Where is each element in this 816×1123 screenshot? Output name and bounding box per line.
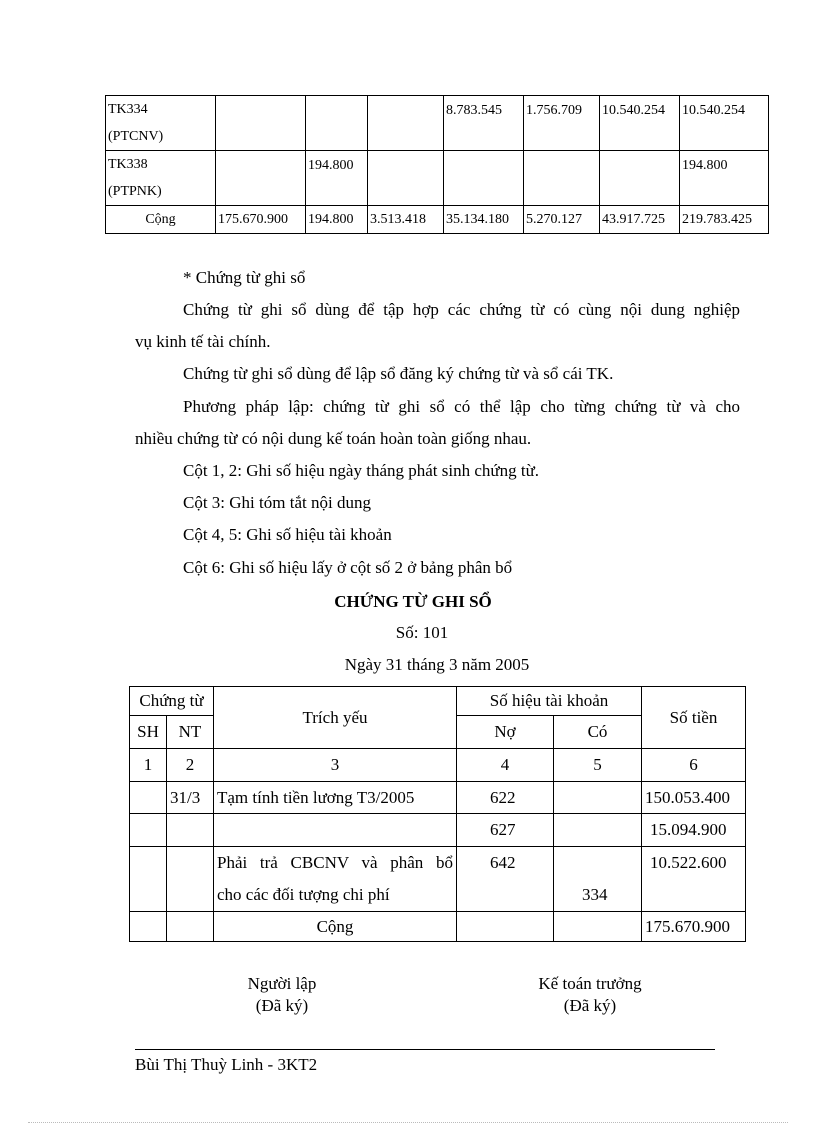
row-label	[106, 151, 216, 206]
no-header: Nợ	[457, 716, 554, 749]
sh-cell	[130, 814, 167, 847]
table-row	[106, 151, 769, 206]
col-number: 1	[130, 749, 167, 782]
account-code: TK338	[108, 157, 148, 172]
header-row	[130, 687, 746, 716]
table-cell: 3.513.418	[368, 206, 444, 234]
preparer-note: (Đã ký)	[255, 996, 309, 1015]
amount-cell: 15.094.900	[642, 814, 746, 847]
row-label	[106, 96, 216, 151]
table-cell	[600, 151, 680, 206]
paragraph-line: Chứng từ ghi sổ dùng để tập hợp các chứng từ có cùng nội dung nghiệp	[183, 300, 740, 319]
account-code: TK334	[108, 102, 148, 117]
total-amount: 175.670.900	[642, 912, 746, 942]
account-name: (PTPNK)	[108, 184, 162, 199]
total-row	[130, 912, 746, 942]
nt-cell	[167, 814, 214, 847]
so-tien-header: Số tiền	[642, 687, 746, 749]
table-row	[130, 847, 746, 912]
co-cell	[554, 814, 642, 847]
column-number-row	[130, 749, 746, 782]
table-row	[130, 814, 746, 847]
table-cell: 1.756.709	[524, 96, 600, 151]
nt-header: NT	[167, 716, 214, 749]
paragraph-line: nhiều chứng từ có nội dung kế toán hoàn toàn giống nhau.	[135, 429, 532, 448]
empty-cell	[457, 912, 554, 942]
total-row	[106, 206, 769, 234]
table-cell	[216, 96, 306, 151]
account-name: (PTCNV)	[108, 129, 164, 144]
chief-accountant-signature	[520, 973, 660, 1017]
paragraph-line: Cột 4, 5: Ghi số hiệu tài khoản	[183, 525, 392, 544]
voucher-date: Ngày 31 tháng 3 năm 2005	[344, 655, 530, 674]
preparer-signature	[222, 973, 342, 1017]
table-cell: 5.270.127	[524, 206, 600, 234]
col-number: 5	[554, 749, 642, 782]
paragraph-line: Cột 6: Ghi số hiệu lấy ở cột số 2 ở bảng phân bổ	[183, 558, 513, 577]
col-number: 3	[214, 749, 457, 782]
table-cell: 10.540.254	[680, 96, 769, 151]
col-number: 4	[457, 749, 554, 782]
desc-cell	[214, 847, 457, 912]
col-number: 2	[167, 749, 214, 782]
co-cell: 334	[554, 847, 642, 912]
paragraph-line: vụ kinh tế tài chính.	[135, 332, 271, 351]
table-row	[130, 782, 746, 814]
desc-cell	[214, 814, 457, 847]
empty-cell	[554, 912, 642, 942]
table-cell: 194.800	[306, 151, 368, 206]
voucher-title: CHỨNG TỪ GHI SỔ	[334, 592, 492, 611]
table-cell: 175.670.900	[216, 206, 306, 234]
desc-line: Phải trả CBCNV và phân bổ	[217, 853, 453, 872]
sh-header: SH	[130, 716, 167, 749]
table-cell: 219.783.425	[680, 206, 769, 234]
voucher-table	[129, 686, 746, 942]
paragraph-line: Cột 3: Ghi tóm tắt nội dung	[183, 493, 371, 512]
table-cell	[368, 96, 444, 151]
table-cell: 43.917.725	[600, 206, 680, 234]
paragraph-line: Cột 1, 2: Ghi số hiệu ngày tháng phát sinh chứng từ.	[183, 461, 540, 480]
paragraph-line: Phương pháp lập: chứng từ ghi sổ có thể lập cho từng chứng từ và cho	[183, 397, 740, 416]
no-cell: 627	[457, 814, 554, 847]
co-cell	[554, 782, 642, 814]
sh-cell	[130, 782, 167, 814]
footer-divider	[135, 1049, 715, 1050]
preparer-title: Người lập	[247, 974, 317, 993]
summary-table	[105, 95, 769, 234]
table-cell: 194.800	[306, 206, 368, 234]
trich-yeu-header: Trích yếu	[214, 687, 457, 749]
section-heading: * Chứng từ ghi sổ	[183, 268, 306, 287]
voucher-number: Số: 101	[395, 623, 449, 642]
table-cell: 194.800	[680, 151, 769, 206]
table-cell	[216, 151, 306, 206]
nt-cell	[167, 847, 214, 912]
col-number: 6	[642, 749, 746, 782]
chief-accountant-title: Kế toán trưởng	[538, 974, 642, 993]
total-label: Cộng	[214, 912, 457, 942]
so-hieu-tk-header: Số hiệu tài khoản	[457, 687, 642, 716]
paragraph-line: Chứng từ ghi sổ dùng để lập sổ đăng ký chứng từ và sổ cái TK.	[183, 364, 614, 383]
table-cell: 8.783.545	[444, 96, 524, 151]
amount-cell: 150.053.400	[642, 782, 746, 814]
table-cell: 35.134.180	[444, 206, 524, 234]
no-cell: 622	[457, 782, 554, 814]
total-label: Cộng	[106, 206, 216, 234]
amount-cell: 10.522.600	[642, 847, 746, 912]
desc-line: cho các đối tượng chi phí	[217, 885, 390, 904]
table-cell	[306, 96, 368, 151]
footer-author: Bùi Thị Thuỳ Linh - 3KT2	[135, 1055, 318, 1074]
chung-tu-header: Chứng từ	[130, 687, 214, 716]
no-cell: 642	[457, 847, 554, 912]
table-row	[106, 96, 769, 151]
table-cell	[368, 151, 444, 206]
table-cell	[444, 151, 524, 206]
table-cell	[524, 151, 600, 206]
table-cell: 10.540.254	[600, 96, 680, 151]
empty-cell	[167, 912, 214, 942]
nt-cell: 31/3	[167, 782, 214, 814]
empty-cell	[130, 912, 167, 942]
chief-accountant-note: (Đã ký)	[563, 996, 617, 1015]
desc-cell: Tạm tính tiền lương T3/2005	[214, 782, 457, 814]
sh-cell	[130, 847, 167, 912]
co-header: Có	[554, 716, 642, 749]
